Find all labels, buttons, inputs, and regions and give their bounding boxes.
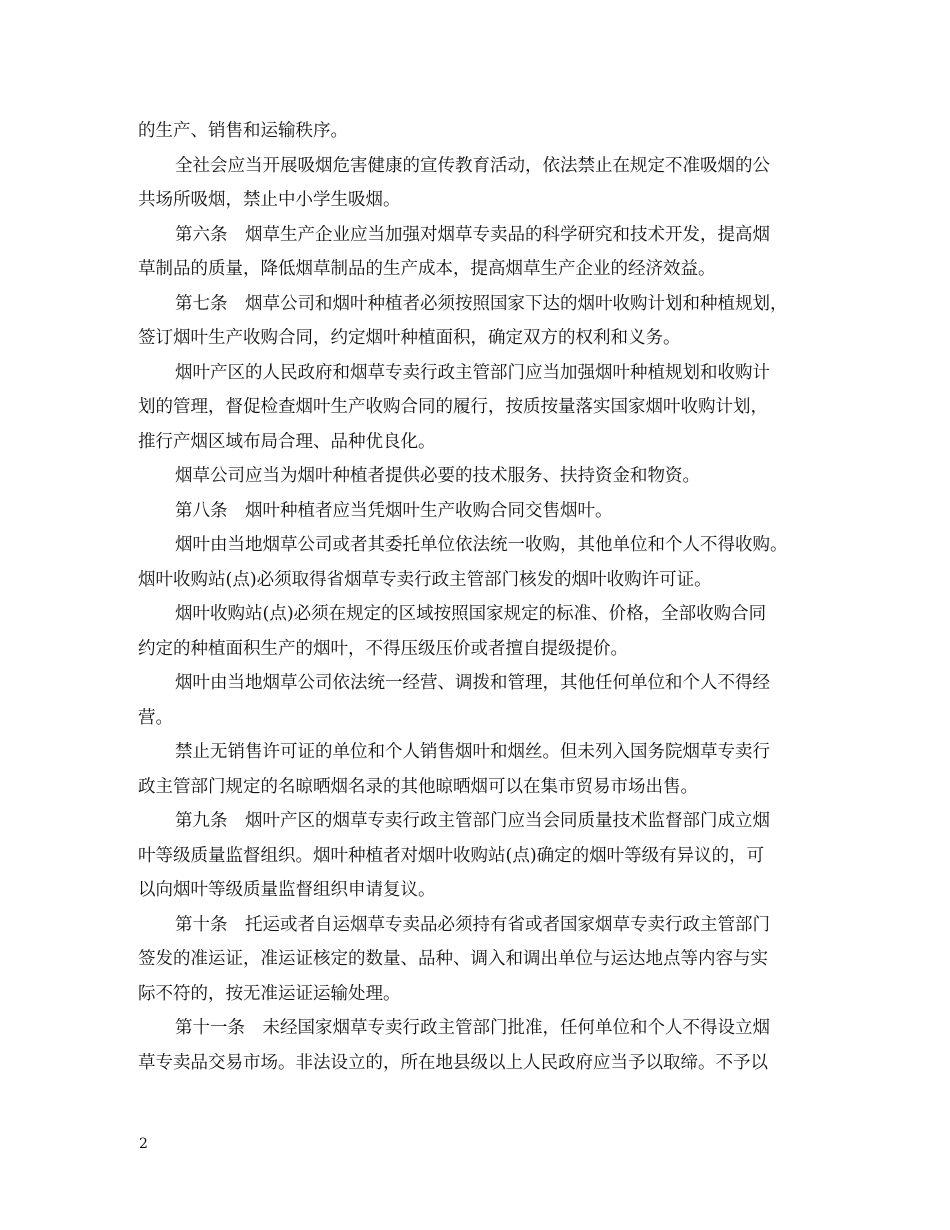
text-line: 第八条 烟叶种植者应当凭烟叶生产收购合同交售烟叶。 (175, 500, 613, 521)
text-line: 草专卖品交易市场。非法设立的，所在地县级以上人民政府应当予以取缔。不予以 (138, 1052, 768, 1073)
text-line: 烟叶收购站(点)必须取得省烟草专卖行政主管部门核发的烟叶收购许可证。 (138, 569, 712, 590)
text-line: 以向烟叶等级质量监督组织申请复议。 (138, 880, 436, 900)
text-line: 政主管部门规定的名晾晒烟名录的其他晾晒烟可以在集市贸易市场出售。 (138, 776, 698, 797)
text-line: 烟叶产区的人民政府和烟草专卖行政主管部门应当加强烟叶种植规划和收购计 (175, 362, 770, 383)
text-line: 营。 (138, 707, 173, 728)
text-line: 叶等级质量监督组织。烟叶种植者对烟叶收购站(点)确定的烟叶等级有异议的，可 (138, 845, 765, 866)
text-line: 签订烟叶生产收购合同，约定烟叶种植面积，确定双方的权利和义务。 (138, 328, 681, 348)
text-line: 共场所吸烟，禁止中小学生吸烟。 (138, 190, 401, 210)
text-line: 第七条 烟草公司和烟叶种植者必须按照国家下达的烟叶收购计划和种植规划， (175, 293, 788, 314)
text-line: 际不符的，按无准运证运输处理。 (138, 983, 401, 1004)
text-line: 推行产烟区域布局合理、品种优良化。 (138, 431, 436, 452)
text-line: 第九条 烟叶产区的烟草专卖行政主管部门应当会同质量技术监督部门成立烟 (175, 811, 770, 831)
text-line: 烟叶收购站(点)必须在规定的区域按照国家规定的标准、价格，全部收购合同 (175, 604, 767, 624)
text-line: 全社会应当开展吸烟危害健康的宣传教育活动，依法禁止在规定不准吸烟的公 (175, 155, 770, 176)
text-line: 草制品的质量，降低烟草制品的生产成本，提高烟草生产企业的经济效益。 (138, 259, 716, 279)
text-line: 划的管理，督促检查烟叶生产收购合同的履行，按质按量落实国家烟叶收购计划， (138, 397, 768, 417)
text-line: 约定的种植面积生产的烟叶，不得压级压价或者擅自提级提价。 (138, 638, 628, 659)
text-line: 烟草公司应当为烟叶种植者提供必要的技术服务、扶持资金和物资。 (175, 466, 700, 486)
text-line: 烟叶由当地烟草公司依法统一经营、调拨和管理，其他任何单位和个人不得经 (175, 673, 770, 693)
text-line: 签发的准运证，准运证核定的数量、品种、调入和调出单位与运达地点等内容与实 (138, 949, 768, 969)
text-line: 第十条 托运或者自运烟草专卖品必须持有省或者国家烟草专卖行政主管部门 (175, 914, 770, 935)
page-number: 2 (139, 1136, 148, 1152)
text-line: 第六条 烟草生产企业应当加强对烟草专卖品的科学研究和技术开发，提高烟 (175, 224, 770, 245)
text-line: 的生产、销售和运输秩序。 (138, 121, 348, 141)
text-line: 第十一条 未经国家烟草专卖行政主管部门批准，任何单位和个人不得设立烟 (175, 1018, 770, 1038)
text-line: 烟叶由当地烟草公司或者其委托单位依法统一收购，其他单位和个人不得收购。 (175, 535, 788, 555)
text-line: 禁止无销售许可证的单位和个人销售烟叶和烟丝。但未列入国务院烟草专卖行 (175, 742, 770, 762)
document-body (138, 114, 818, 1080)
